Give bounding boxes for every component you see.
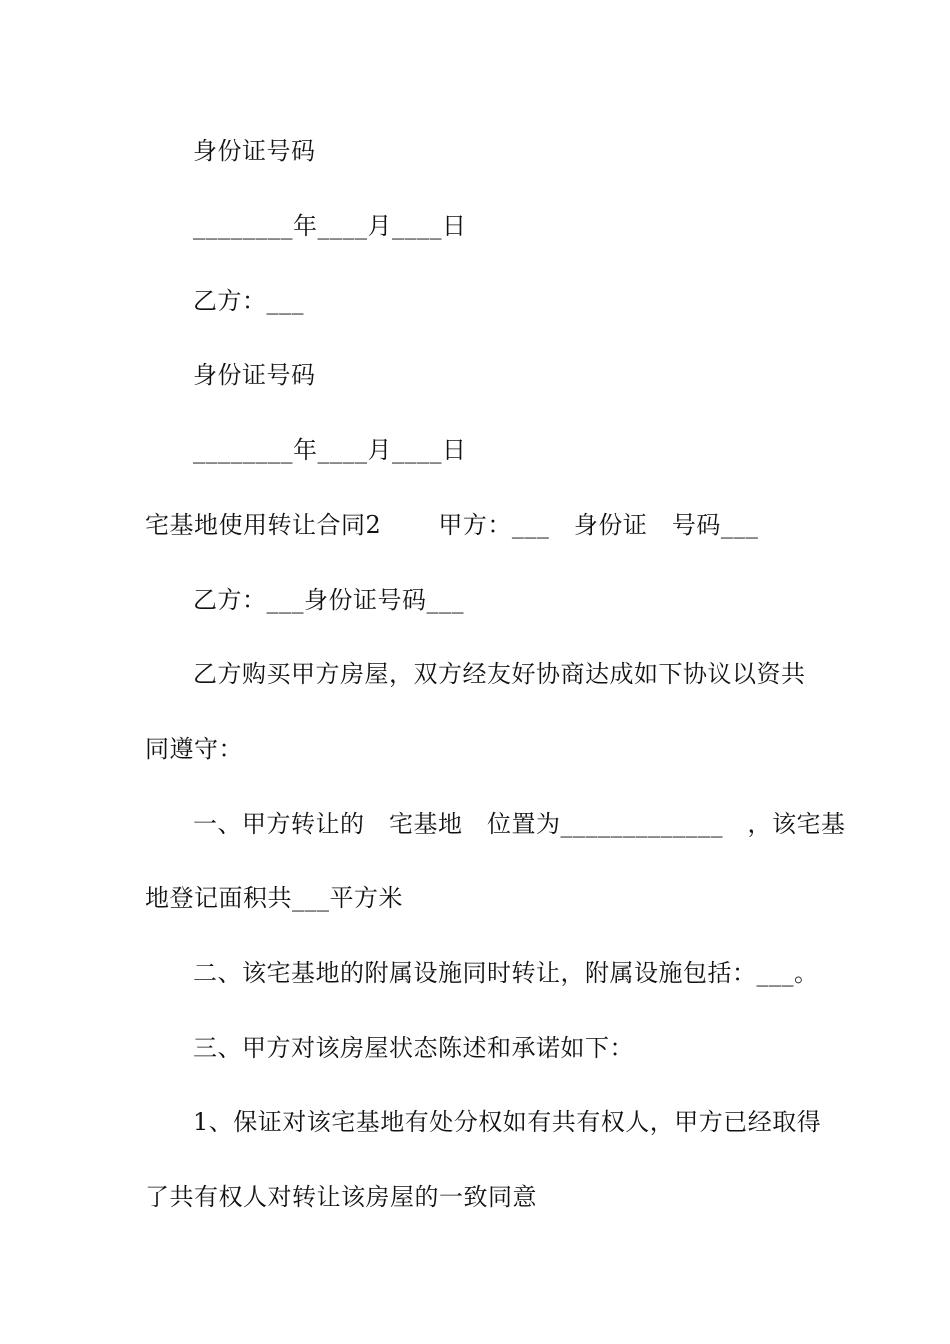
id-number-label-2: 身份证号码 [193,361,316,389]
date-line-1: ________年____月____日 [193,212,467,240]
paragraph-intro-2: 同遵守： [145,735,243,763]
party-b-id-line: 乙方：___身份证号码___ [193,586,464,614]
clause-1-line-1: 一、甲方转让的 宅基地 位置为_____________ ，该宅基 [193,810,846,838]
id-number-label-1: 身份证号码 [193,137,316,165]
clause-1-line-2: 地登记面积共___平方米 [145,884,403,912]
paragraph-intro-1: 乙方购买甲方房屋，双方经友好协商达成如下协议以资共 [193,660,806,688]
clause-2: 二、该宅基地的附属设施同时转让，附属设施包括：___。 [193,959,819,987]
sub-clause-1-line-1: 1、保证对该宅基地有处分权如有共有权人，甲方已经取得 [193,1108,822,1136]
sub-clause-1-line-2: 了共有权人对转让该房屋的一致同意 [145,1183,537,1211]
clause-3: 三、甲方对该房屋状态陈述和承诺如下： [193,1034,634,1062]
party-b-line: 乙方：___ [193,287,304,315]
contract-title-line: 宅基地使用转让合同2 甲方：___ 身份证 号码___ [145,511,759,539]
date-line-2: ________年____月____日 [193,436,467,464]
